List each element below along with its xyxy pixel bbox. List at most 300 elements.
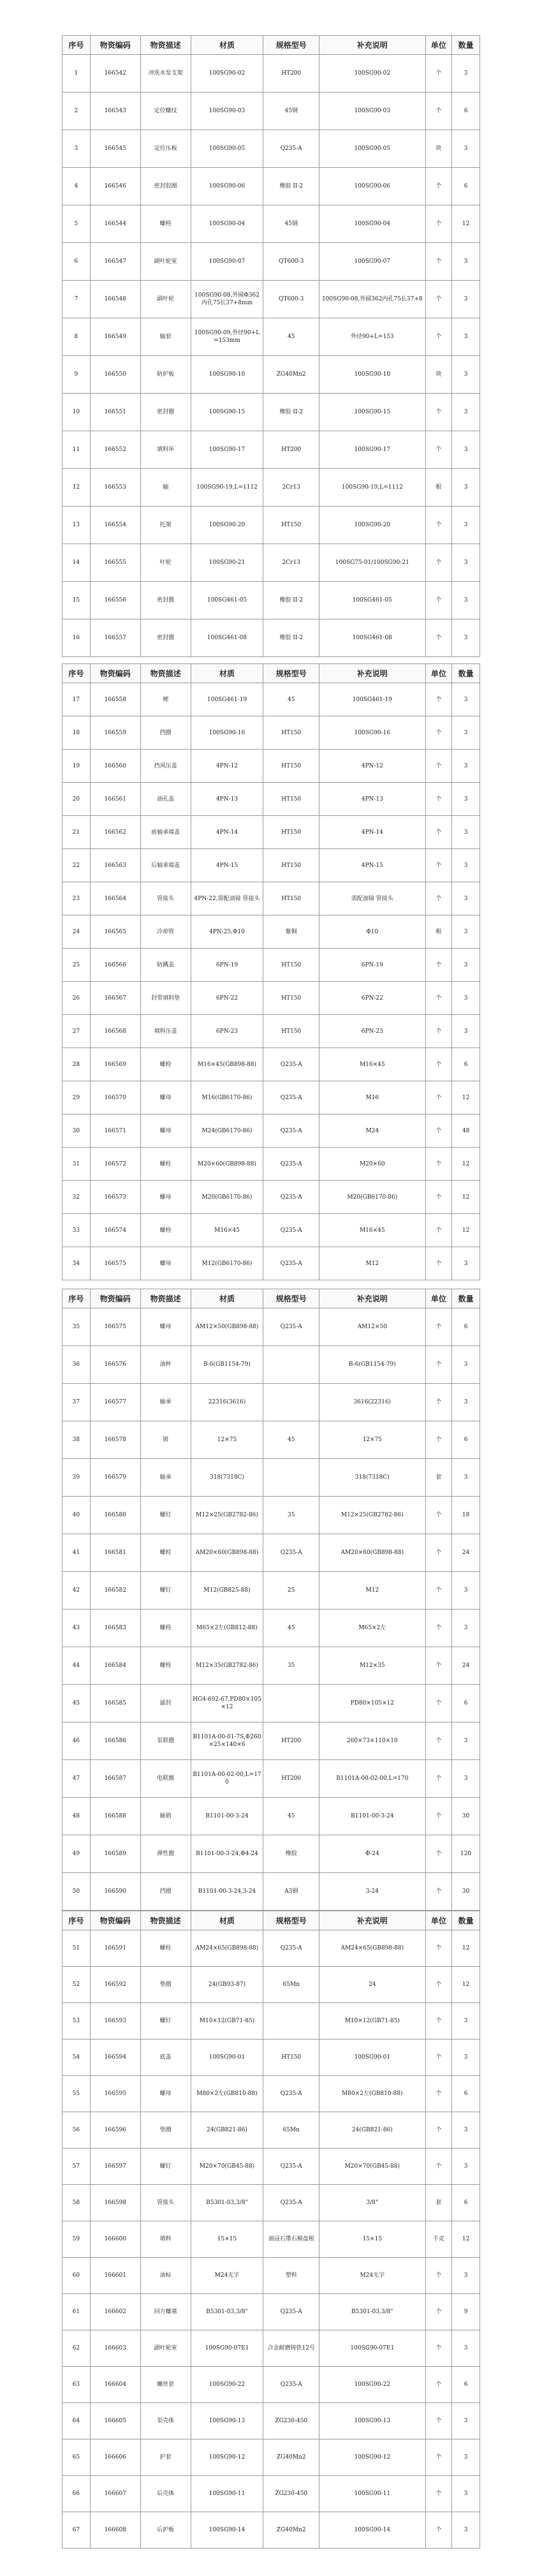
header-seq: 序号: [62, 1289, 91, 1308]
material-cell: M16(GB6170-86): [191, 1081, 263, 1114]
qty-cell: 3: [452, 55, 480, 93]
code-cell: 166587: [90, 1760, 140, 1798]
note-cell: AM24×65(GB898-88): [319, 1930, 425, 1967]
code-cell: 166579: [90, 1459, 140, 1497]
table-row: [62, 2185, 480, 2221]
table-row: [62, 1647, 480, 1685]
material-cell: 22316(3616): [191, 1384, 263, 1421]
qty-cell: 30: [452, 1873, 480, 1911]
header-code: 物资编码: [90, 664, 140, 683]
spec-cell: HT150: [263, 716, 319, 750]
seq-cell: 62: [62, 2330, 91, 2367]
qty-cell: 12: [452, 1081, 480, 1114]
code-cell: 166543: [90, 93, 140, 130]
unit-cell: 个: [425, 1722, 452, 1760]
table-row: [62, 1081, 480, 1114]
note-cell: M16×45: [319, 1214, 425, 1247]
desc-cell: 密封胶圈: [140, 168, 191, 205]
spec-cell: [263, 1346, 319, 1384]
desc-cell: 回方螺塞: [140, 2294, 191, 2330]
desc-cell: 油孔盖: [140, 783, 191, 816]
table-row: [62, 816, 480, 849]
seq-cell: 6: [62, 243, 91, 281]
table-row: [62, 1346, 480, 1384]
spec-cell: 45: [263, 1798, 319, 1835]
desc-cell: 螺钉: [140, 2003, 191, 2039]
unit-cell: 个: [425, 2476, 452, 2512]
desc-cell: 螺柱: [140, 1148, 191, 1181]
material-cell: M80×2左(GB810-88): [191, 2076, 263, 2112]
table-row: [62, 318, 480, 356]
unit-cell: 个: [425, 318, 452, 356]
code-cell: 166549: [90, 318, 140, 356]
note-cell: 100SG90-05: [319, 130, 425, 168]
unit-cell: 个: [425, 1181, 452, 1214]
material-cell: 4PN-13: [191, 783, 263, 816]
material-cell: M20(GB6170-86): [191, 1181, 263, 1214]
header-note: 补充说明: [319, 1289, 425, 1308]
material-cell: B5301-03,3/8": [191, 2294, 263, 2330]
desc-cell: 销: [140, 1421, 191, 1459]
material-cell: 100SG90-14: [191, 2512, 263, 2549]
qty-cell: 3: [452, 2112, 480, 2149]
seq-cell: 65: [62, 2439, 91, 2476]
spec-cell: HT150: [263, 849, 319, 882]
table-row: [62, 243, 480, 281]
table-row: [62, 1181, 480, 1214]
spec-cell: Q235-A: [263, 1048, 319, 1081]
note-cell: 15×15: [319, 2221, 425, 2258]
seq-cell: 16: [62, 619, 91, 657]
table-row: [62, 2039, 480, 2076]
qty-cell: 3: [452, 816, 480, 849]
qty-cell: 3: [452, 849, 480, 882]
table-row: [62, 2076, 480, 2112]
material-cell: 6PN-22: [191, 982, 263, 1015]
unit-cell: 个: [425, 1647, 452, 1685]
desc-cell: 油标: [140, 2258, 191, 2294]
unit-cell: 个: [425, 2112, 452, 2149]
note-cell: B1101A-00-02-00,L=170: [319, 1760, 425, 1798]
code-cell: 166546: [90, 168, 140, 205]
table-row: [62, 507, 480, 544]
material-cell: 100SG90-11: [191, 2476, 263, 2512]
spec-cell: QT600-3: [263, 281, 319, 318]
desc-cell: 螺柱: [140, 1930, 191, 1967]
seq-cell: 29: [62, 1081, 91, 1114]
unit-cell: 根: [425, 469, 452, 507]
material-cell: B5301-03,3/8": [191, 2185, 263, 2221]
table-row: [62, 1572, 480, 1610]
material-cell: 6PN-19: [191, 949, 263, 982]
desc-cell: 挡圈: [140, 1873, 191, 1911]
note-cell: 3/8": [319, 2185, 425, 2221]
code-cell: 166567: [90, 982, 140, 1015]
qty-cell: 3: [452, 2258, 480, 2294]
header-desc: 物资描述: [140, 664, 191, 683]
qty-cell: 9: [452, 2294, 480, 2330]
qty-cell: 3: [452, 949, 480, 982]
note-cell: M16: [319, 1081, 425, 1114]
note-cell: Φ-24: [319, 1835, 425, 1873]
note-cell: 100SG90-02: [319, 55, 425, 93]
seq-cell: 33: [62, 1214, 91, 1247]
table-row: [62, 2512, 480, 2549]
seq-cell: 27: [62, 1015, 91, 1048]
unit-cell: 个: [425, 1346, 452, 1384]
note-cell: 100SG90-12: [319, 2439, 425, 2476]
unit-cell: 个: [425, 1247, 452, 1280]
note-cell: 100SG90-16: [319, 716, 425, 750]
material-cell: M12(GB825-88): [191, 1572, 263, 1610]
table-row: [62, 619, 480, 657]
unit-cell: 个: [425, 2294, 452, 2330]
desc-cell: 填料压盖: [140, 1015, 191, 1048]
header-spec: 规格型号: [263, 1289, 319, 1308]
unit-cell: 个: [425, 507, 452, 544]
desc-cell: 防溅盖: [140, 949, 191, 982]
table-row: [62, 394, 480, 431]
seq-cell: 51: [62, 1930, 91, 1967]
code-cell: 166559: [90, 716, 140, 750]
code-cell: 166573: [90, 1181, 140, 1214]
material-cell: 24(GB93-87): [191, 1967, 263, 2003]
spec-cell: 橡胶 II-2: [263, 394, 319, 431]
seq-cell: 64: [62, 2403, 91, 2439]
spec-cell: 塑料: [263, 2258, 319, 2294]
spec-cell: Q235-A: [263, 2367, 319, 2403]
table-row: [62, 130, 480, 168]
header-note: 补充说明: [319, 1911, 425, 1930]
spec-cell: 35: [263, 1497, 319, 1534]
code-cell: 166569: [90, 1048, 140, 1081]
seq-cell: 40: [62, 1497, 91, 1534]
table-row: [62, 1497, 480, 1534]
materials-table-3: [62, 1289, 480, 1911]
code-cell: 166565: [90, 915, 140, 949]
qty-cell: 6: [452, 93, 480, 130]
spec-cell: Q235-A: [263, 1534, 319, 1572]
materials-table-1: [62, 35, 480, 657]
header-note: 补充说明: [319, 664, 425, 683]
header-material: 材质: [191, 36, 263, 55]
code-cell: 166588: [90, 1798, 140, 1835]
code-cell: 166560: [90, 750, 140, 783]
header-unit: 单位: [425, 1911, 452, 1930]
unit-cell: 块: [425, 130, 452, 168]
seq-cell: 8: [62, 318, 91, 356]
table-row: [62, 1384, 480, 1421]
unit-cell: 个: [425, 1048, 452, 1081]
table-row: [62, 949, 480, 982]
material-cell: 4PN-12: [191, 750, 263, 783]
qty-cell: 3: [452, 1572, 480, 1610]
unit-cell: 个: [425, 1148, 452, 1181]
seq-cell: 12: [62, 469, 91, 507]
unit-cell: 个: [425, 2367, 452, 2403]
code-cell: 166593: [90, 2003, 140, 2039]
qty-cell: 3: [452, 394, 480, 431]
seq-cell: 19: [62, 750, 91, 783]
code-cell: 166562: [90, 816, 140, 849]
table-row: [62, 544, 480, 582]
code-cell: 166563: [90, 849, 140, 882]
table-row: [62, 2258, 480, 2294]
table-row: [62, 1459, 480, 1497]
seq-cell: 34: [62, 1247, 91, 1280]
material-cell: HG4-692-67,PD80×105×12: [191, 1685, 263, 1722]
qty-cell: 6: [452, 1048, 480, 1081]
spec-cell: HT150: [263, 750, 319, 783]
table-row: [62, 2476, 480, 2512]
unit-cell: 个: [425, 1015, 452, 1048]
note-cell: 100SG461-19: [319, 683, 425, 716]
desc-cell: 副叶轮室: [140, 243, 191, 281]
spec-cell: Q235-A: [263, 2076, 319, 2112]
spec-cell: ZG230-450: [263, 2403, 319, 2439]
qty-cell: 6: [452, 1421, 480, 1459]
header-code: 物资编码: [90, 1911, 140, 1930]
table-row: [62, 1534, 480, 1572]
unit-cell: 个: [425, 55, 452, 93]
note-cell: 260×73×110×10: [319, 1722, 425, 1760]
material-cell: M16×45: [191, 1214, 263, 1247]
header-desc: 物资描述: [140, 1289, 191, 1308]
note-cell: 4PN-13: [319, 783, 425, 816]
table-row: [62, 882, 480, 915]
note-cell: 100SG90-04: [319, 205, 425, 243]
material-cell: 4PN-15: [191, 849, 263, 882]
desc-cell: 轴: [140, 469, 191, 507]
table-row: [62, 2330, 480, 2367]
seq-cell: 32: [62, 1181, 91, 1214]
unit-cell: 个: [425, 205, 452, 243]
note-cell: 100SG90-20: [319, 507, 425, 544]
table-row: [62, 1610, 480, 1647]
note-cell: 100SG90-11: [319, 2476, 425, 2512]
seq-cell: 52: [62, 1967, 91, 2003]
seq-cell: 37: [62, 1384, 91, 1421]
material-cell: 6PN-23: [191, 1015, 263, 1048]
table-row: [62, 469, 480, 507]
spec-cell: HT150: [263, 507, 319, 544]
seq-cell: 49: [62, 1835, 91, 1873]
header-seq: 序号: [62, 664, 91, 683]
table-row: [62, 2403, 480, 2439]
table-row: [62, 683, 480, 716]
spec-cell: [263, 2003, 319, 2039]
desc-cell: 前轴承端盖: [140, 816, 191, 849]
desc-cell: 密封圈: [140, 582, 191, 619]
qty-cell: 3: [452, 281, 480, 318]
material-cell: 100SG90-19,L=1112: [191, 469, 263, 507]
header-qty: 数量: [452, 664, 480, 683]
spec-cell: 65Mn: [263, 2112, 319, 2149]
table-row: [62, 716, 480, 750]
seq-cell: 9: [62, 356, 91, 394]
spec-cell: 45钢: [263, 205, 319, 243]
note-cell: PD80×105×12: [319, 1685, 425, 1722]
header-seq: 序号: [62, 36, 91, 55]
desc-cell: 叶轮: [140, 544, 191, 582]
seq-cell: 11: [62, 431, 91, 469]
material-cell: 24(GB821-86): [191, 2112, 263, 2149]
spec-cell: 65Mn: [263, 1967, 319, 2003]
table-row: [62, 849, 480, 882]
header-code: 物资编码: [90, 36, 140, 55]
code-cell: 166584: [90, 1647, 140, 1685]
desc-cell: 轴套: [140, 318, 191, 356]
desc-cell: 电联圈: [140, 1760, 191, 1798]
note-cell: 100SG90-07E1: [319, 2330, 425, 2367]
spec-cell: 橡胶 II-2: [263, 168, 319, 205]
spec-cell: [263, 1459, 319, 1497]
header-spec: 规格型号: [263, 664, 319, 683]
qty-cell: 3: [452, 683, 480, 716]
unit-cell: 个: [425, 281, 452, 318]
unit-cell: 套: [425, 2185, 452, 2221]
table-row: [62, 1114, 480, 1148]
qty-cell: 30: [452, 1798, 480, 1835]
spec-cell: 45钢: [263, 93, 319, 130]
table-row: [62, 2003, 480, 2039]
material-cell: 100SG461-08: [191, 619, 263, 657]
seq-cell: 5: [62, 205, 91, 243]
spec-cell: HT200: [263, 1760, 319, 1798]
note-cell: 4PN-12: [319, 750, 425, 783]
desc-cell: 填料环: [140, 431, 191, 469]
seq-cell: 56: [62, 2112, 91, 2149]
table-row: [62, 783, 480, 816]
material-cell: M12(GB6170-86): [191, 1247, 263, 1280]
seq-cell: 36: [62, 1346, 91, 1384]
note-cell: 6PN-19: [319, 949, 425, 982]
material-cell: M24(GB6170-86): [191, 1114, 263, 1148]
code-cell: 166574: [90, 1214, 140, 1247]
code-cell: 166571: [90, 1114, 140, 1148]
seq-cell: 57: [62, 2149, 91, 2185]
code-cell: 166583: [90, 1610, 140, 1647]
spec-cell: Q235-A: [263, 2294, 319, 2330]
code-cell: 166572: [90, 1148, 140, 1181]
qty-cell: 3: [452, 2039, 480, 2076]
seq-cell: 26: [62, 982, 91, 1015]
spec-cell: HT200: [263, 55, 319, 93]
code-cell: 166602: [90, 2294, 140, 2330]
material-cell: 100SG90-22: [191, 2367, 263, 2403]
unit-cell: 块: [425, 356, 452, 394]
qty-cell: 12: [452, 1181, 480, 1214]
table-header-row: [62, 1911, 480, 1930]
code-cell: 166577: [90, 1384, 140, 1421]
note-cell: 100SG90-19,L=1112: [319, 469, 425, 507]
desc-cell: 防护板: [140, 356, 191, 394]
seq-cell: 43: [62, 1610, 91, 1647]
spec-cell: ZG40Mn2: [263, 2512, 319, 2549]
code-cell: 166585: [90, 1685, 140, 1722]
material-cell: B-6(GB1154-79): [191, 1346, 263, 1384]
note-cell: M12×35: [319, 1647, 425, 1685]
unit-cell: 个: [425, 683, 452, 716]
code-cell: 166552: [90, 431, 140, 469]
header-unit: 单位: [425, 664, 452, 683]
seq-cell: 13: [62, 507, 91, 544]
material-cell: 15×15: [191, 2221, 263, 2258]
qty-cell: 24: [452, 1534, 480, 1572]
unit-cell: 个: [425, 2439, 452, 2476]
material-cell: 4PN-22,需配油镜 管接头: [191, 882, 263, 915]
seq-cell: 60: [62, 2258, 91, 2294]
code-cell: 166564: [90, 882, 140, 915]
code-cell: 166604: [90, 2367, 140, 2403]
material-cell: M12×25(GB2782-86): [191, 1497, 263, 1534]
qty-cell: 3: [452, 544, 480, 582]
code-cell: 166580: [90, 1497, 140, 1534]
spec-cell: Q235-A: [263, 1181, 319, 1214]
seq-cell: 7: [62, 281, 91, 318]
qty-cell: 6: [452, 1685, 480, 1722]
code-cell: 166596: [90, 2112, 140, 2149]
material-cell: 100SG90-03: [191, 93, 263, 130]
qty-cell: 3: [452, 915, 480, 949]
material-cell: 100SG90-02: [191, 55, 263, 93]
material-cell: 100SG90-07: [191, 243, 263, 281]
unit-cell: 个: [425, 1081, 452, 1114]
table-row: [62, 431, 480, 469]
seq-cell: 25: [62, 949, 91, 982]
seq-cell: 4: [62, 168, 91, 205]
seq-cell: 28: [62, 1048, 91, 1081]
qty-cell: 3: [452, 783, 480, 816]
note-cell: 100SG90-17: [319, 431, 425, 469]
desc-cell: 螺钉: [140, 2149, 191, 2185]
qty-cell: 3: [452, 1015, 480, 1048]
desc-cell: 螺钉: [140, 1572, 191, 1610]
spec-cell: HT150: [263, 949, 319, 982]
qty-cell: 3: [452, 982, 480, 1015]
spec-cell: QT600-3: [263, 243, 319, 281]
seq-cell: 53: [62, 2003, 91, 2039]
material-cell: AM20×60(GB898-88): [191, 1534, 263, 1572]
table-row: [62, 2149, 480, 2185]
qty-cell: 3: [452, 1610, 480, 1647]
table-row: [62, 582, 480, 619]
unit-cell: 个: [425, 1384, 452, 1421]
seq-cell: 59: [62, 2221, 91, 2258]
table-row: [62, 1048, 480, 1081]
header-material: 材质: [191, 664, 263, 683]
qty-cell: 3: [452, 582, 480, 619]
qty-cell: 3: [452, 1384, 480, 1421]
qty-cell: 3: [452, 2476, 480, 2512]
unit-cell: 个: [425, 431, 452, 469]
qty-cell: 3: [452, 1459, 480, 1497]
desc-cell: 底盖: [140, 2039, 191, 2076]
unit-cell: 个: [425, 1610, 452, 1647]
note-cell: M12×25(GB2782-86): [319, 1497, 425, 1534]
spec-cell: 紫铜: [263, 915, 319, 949]
note-cell: 100SG90-14: [319, 2512, 425, 2549]
material-cell: 100SG90-16: [191, 716, 263, 750]
table-row: [62, 205, 480, 243]
spec-cell: 45: [263, 683, 319, 716]
desc-cell: 密封圈: [140, 619, 191, 657]
seq-cell: 3: [62, 130, 91, 168]
header-qty: 数量: [452, 36, 480, 55]
code-cell: 166547: [90, 243, 140, 281]
unit-cell: 个: [425, 1873, 452, 1911]
header-desc: 物资描述: [140, 1911, 191, 1930]
